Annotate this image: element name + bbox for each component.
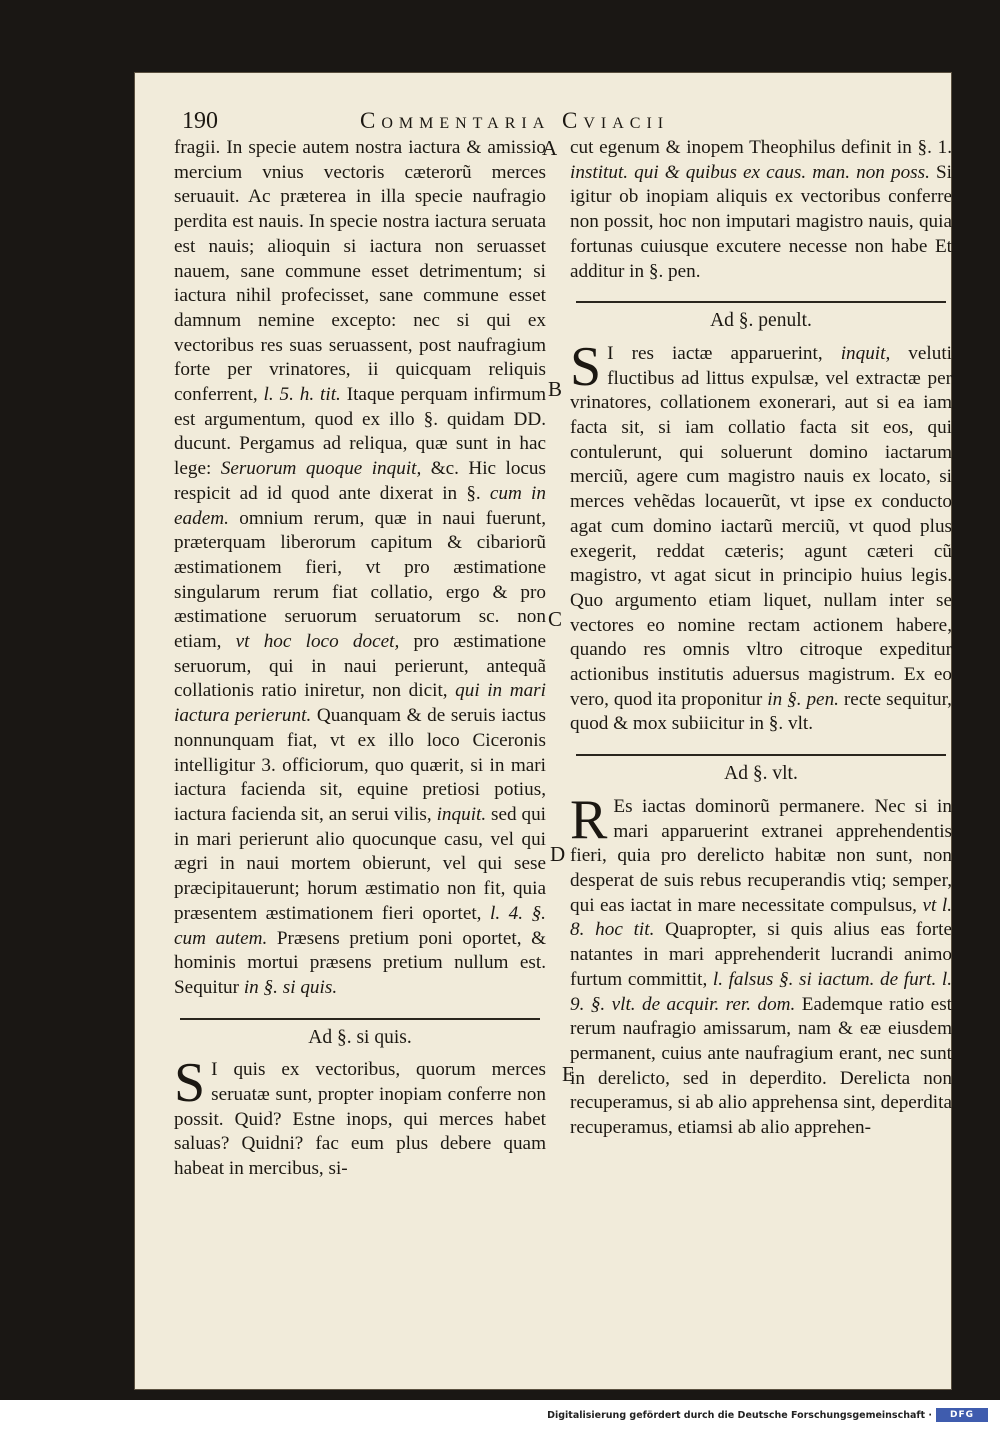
margin-letter-e: E xyxy=(562,1062,575,1086)
left-paragraph-1: fragii. In specie autem nostra iactura & amissio mercium vnius vectoris cæterorũ merces seruauit. Ac præterea in illa specie naufragio perdita est nauis. In specie nostra iactura seruata est nauis; alioquin si iactura non seruasset nauem, sane commune esset detrimentum; si iactura nihil profecisset, sane commune esset damnum nemine excepto: nec si qui ex vectoribus res suas seruassent, post naufragium forte per vrinatores, ii quicquam reliquis conferrent, l. 5. h. tit. Itaque perquam infirmum est argumentum, quod ex illo §. quidam DD. ducunt. Pergamus ad reliqua, quæ sunt in hac lege: Seruorum quoque inquit, &c. Hic locus respicit ad id quod ante dixerat in §. cum in eadem. omnium rerum, quæ in naui fuerunt, præterquam liberorum capitum & cibariorũ æstimationem fieri, vt pro æstimatione singularum rerum fiat collatio, ergo & pro æstimatione seruorum seruatorum sc. non etiam, vt hoc loco docet, pro æstimatione seruorum, qui in naui perierunt, antequã collationis ratio iniretur, non dicit, qui in mari iactura perierunt. Quanquam & de seruis iactus nonnunquam fiat, vt ex illo loco Ciceronis intelligitur 3. officiorum, quo quærit, si in mari iactura facienda sit, equine pretiosi potius, iactura facienda sit, an serui vilis, inquit. sed qui in mari perierunt alio quocunque casu, vel qui ægri in naui mortem obierunt, vel qui sese præcipitauerunt; horum æstimatio non fit, quia præsentem æstimationem fieri oportet, l. 4. §. cum autem. Præsens pretium poni oportet, & hominis mortui præsens pretium nullum est. Sequitur in §. si quis. xyxy=(174,137,547,998)
drop-cap: R xyxy=(570,788,608,851)
section-rule xyxy=(576,754,946,756)
footer xyxy=(0,1400,1000,1429)
margin-letter-b: B xyxy=(548,377,563,401)
margin-letter-c: C xyxy=(548,607,563,631)
book-page xyxy=(134,72,952,1390)
right-column xyxy=(570,136,952,1141)
funding-notice: Digitalisierung gefördert durch die Deutsche Forschungsgemeinschaft · xyxy=(547,1410,932,1421)
page-number: 190 xyxy=(182,108,218,134)
section-rule xyxy=(180,1018,540,1020)
left-column xyxy=(174,136,546,1182)
right-paragraph-2: S I res iactæ apparuerint, inquit, veluti fluctibus ad littus expulsæ, vel extractæ per vrinatores, collationem exonerari, aut si ea iam facta sit, si iam collatio facta sit eos, qui contulerunt, qui soluerunt domino iactarum merciũ, agere cum magistro nauis ex locato, si merces vehẽdas locauerũt, vt ipse ex conducto agat cum domino iactarũ merciũ, vt quod plus exegerit, reddat cæteris; agunt cæteri cũ magistro, vt agat sicut in principio huius legis. Quo argumento etiam liquet, nullam inter se vectores eo nomine rectam actionem habere, quando res omnis vltro citroque expeditur actionibus institutis aduersus magistrum. Ex eo vero, quod ita proponitur in §. pen. recte sequitur, quod & mox subiicitur in §. vlt. xyxy=(570,335,952,735)
section-heading-penult: Ad §. penult. xyxy=(710,310,812,332)
right-paragraph-3: R Es iactas dominorũ permanere. Nec si in mari apparuerint extranei apprehendentis fieri, quia pro derelicto habitæ non sunt, non desperat de suis rebus recuperandis vtiq; semper, qui eas iactat in mare necessitate compulsus, vt l. 8. hoc tit. Quapropter, si quis alius eas forte natantes in mari apprehenderit lucrandi animo furtum committit, l. falsus §. si iactum. de furt. l. 9. §. vlt. de acquir. rer. dom. Eademque ratio est rerum naufragio amissarum, nam & eæ eiusdem permanent, cuius ante naufragium erant, nec sunt in derelicto, sed in deperdito. Derelicta non recuperamus, si ab alio apprehensa sint, deperdita recuperamus, etiamsi ab alio apprehen- xyxy=(570,788,952,1139)
margin-letter-a: A xyxy=(542,136,558,160)
running-title: Commentaria Cviacii xyxy=(360,108,670,133)
dfg-logo: DFG xyxy=(936,1408,988,1422)
right-paragraph-1: cut egenum & inopem Theophilus definit in §. 1. institut. qui & quibus ex caus. man. non poss. Si igitur ob inopiam aliquis ex vectoribus conferre non possit, hoc non imputari magistro nauis, quia fortunas cuiusque excutere necesse non habe Et additur in §. pen. xyxy=(570,137,952,282)
margin-letter-d: D xyxy=(550,842,566,866)
section-heading-vlt: Ad §. vlt. xyxy=(724,763,798,785)
drop-cap: S xyxy=(174,1052,206,1115)
drop-cap: S xyxy=(570,335,602,398)
section-heading-si-quis: Ad §. si quis. xyxy=(308,1026,412,1048)
section-rule xyxy=(576,301,946,303)
left-paragraph-2: S I quis ex vectoribus, quorum merces seruatæ sunt, propter inopiam conferre non possit. Quid? Estne inops, qui merces habet saluas? Quidni? fac eum plus debere quam habeat in mercibus, si- xyxy=(174,1052,546,1180)
